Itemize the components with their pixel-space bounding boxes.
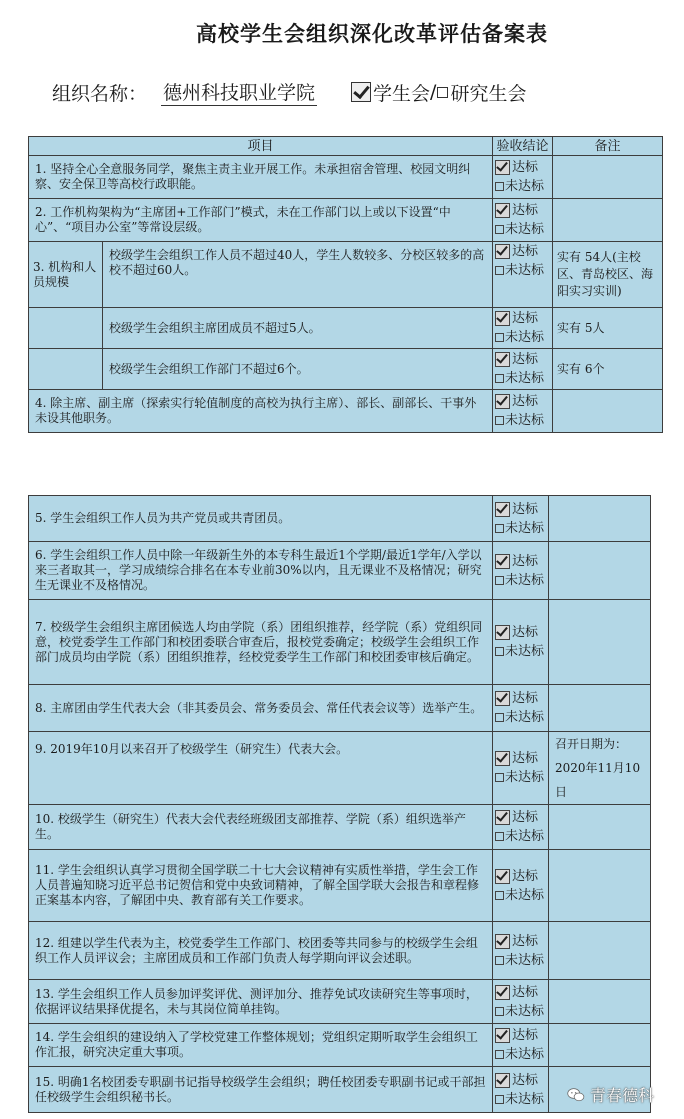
fail-label: 未达标 — [505, 572, 545, 588]
checked-box-icon[interactable] — [495, 311, 510, 326]
note-cell — [553, 390, 663, 433]
result-cell — [493, 980, 549, 1024]
header-item: 项目 — [29, 137, 493, 156]
unchecked-box-icon[interactable] — [495, 576, 504, 585]
note-cell — [549, 600, 651, 685]
unchecked-box-icon[interactable] — [495, 225, 504, 234]
fail-option[interactable] — [495, 951, 546, 970]
item-text: 7. 校级学生会组织主席团候选人均由学院（系）团组织推荐，经学院（系）党组织同意，校党委学生工作部门和校团委联合审查后，报校党委确定；校级学生会组织工作部门成员均由学院（系）团组织推荐，经校党委学生工作部门和校团委审核后确定。 — [29, 600, 493, 685]
result-cell — [493, 199, 553, 242]
form-title: 高校学生会组织深化改革评估备案表 — [196, 22, 548, 46]
table-row — [29, 242, 663, 308]
unchecked-box-icon[interactable] — [495, 891, 504, 900]
unchecked-box-icon[interactable] — [495, 832, 504, 841]
result-cell — [493, 242, 553, 308]
fail-label: 未达标 — [505, 222, 545, 237]
pass-label: 达标 — [512, 203, 539, 218]
pass-label: 达标 — [512, 625, 539, 640]
pass-option[interactable] — [495, 158, 550, 177]
item-text: 校级学生会组织工作部门不超过6个。 — [103, 349, 493, 390]
unchecked-box-icon[interactable] — [495, 956, 504, 965]
unchecked-box-icon[interactable] — [495, 416, 504, 425]
checked-box-icon[interactable] — [495, 625, 510, 640]
fail-option[interactable] — [495, 369, 550, 388]
checked-box-icon[interactable] — [495, 502, 510, 517]
fail-option[interactable] — [495, 827, 546, 846]
result-cell — [493, 600, 549, 685]
checked-box-icon[interactable] — [495, 751, 510, 766]
table-row — [29, 922, 651, 980]
checked-box-icon[interactable] — [495, 810, 510, 825]
note-cell — [549, 850, 651, 922]
fail-label: 未达标 — [505, 520, 545, 536]
note-cell: 实有 5人 — [553, 308, 663, 349]
table-row — [29, 308, 663, 349]
fail-label: 未达标 — [505, 887, 545, 903]
pass-label: 达标 — [512, 691, 539, 706]
pass-label: 达标 — [512, 1028, 539, 1043]
pass-label: 达标 — [512, 352, 539, 367]
fail-label: 未达标 — [505, 413, 545, 428]
result-cell — [493, 1024, 549, 1067]
item-text: 11. 学生会组织认真学习贯彻全国学联二十七大会议精神有实质性举措，学生会工作人员普遍知晓习近平总书记贺信和党中央致词精神，了解全国学联大会报告和章程修正案基本内容，了解团中央、教育部有关工作要求。 — [29, 850, 493, 922]
unchecked-box-icon[interactable] — [495, 713, 504, 722]
group-label: 3. 机构和人员规模 — [29, 242, 103, 308]
result-cell — [493, 1067, 549, 1113]
org-type-graduate-union: 研究生会 — [450, 82, 527, 105]
checked-box-icon[interactable] — [495, 1028, 510, 1043]
table-row — [29, 199, 663, 242]
pass-option[interactable] — [495, 808, 546, 827]
item-text: 校级学生会组织工作人员不超过40人，学生人数较多、分校区较多的高校不超过60人。 — [103, 242, 493, 308]
fail-option[interactable] — [495, 886, 546, 905]
empty-group-cell — [29, 349, 103, 390]
empty-group-cell — [29, 308, 103, 349]
pass-label: 达标 — [512, 553, 539, 569]
item-text: 2. 工作机构架构为“主席团+工作部门”模式，未在工作部门以上或以下设置“中心”、“项目办公室”等常设层级。 — [29, 199, 493, 242]
item-text: 6. 学生会组织工作人员中除一年级新生外的本专科生最近1个学期/最近1学年/入学以来三者取其一，学习成绩综合排名在本专业前30%以内，且无课业不及格情况；研究生无课业不及格情况。 — [29, 542, 493, 600]
checked-box-icon[interactable] — [495, 985, 510, 1000]
fail-label: 未达标 — [505, 952, 545, 968]
checked-box-icon[interactable] — [351, 82, 371, 102]
unchecked-box-icon[interactable] — [495, 1050, 504, 1059]
table-row — [29, 156, 663, 199]
fail-option[interactable] — [495, 768, 546, 787]
checked-box-icon[interactable] — [495, 244, 510, 259]
fail-label: 未达标 — [505, 263, 545, 278]
pass-option[interactable] — [495, 983, 546, 1002]
fail-option[interactable] — [495, 1002, 546, 1021]
fail-option[interactable] — [495, 708, 546, 727]
watermark-text: 青春德科 — [590, 1086, 655, 1105]
pass-option[interactable] — [495, 500, 546, 519]
fail-option[interactable] — [495, 261, 550, 280]
table-row — [29, 1067, 651, 1113]
item-text: 15. 明确1名校团委专职副书记指导校级学生会组织；聘任校团委专职副书记或干部担任校级学生会组织秘书长。 — [29, 1067, 493, 1113]
unchecked-box-icon[interactable] — [495, 1007, 504, 1016]
pass-label: 达标 — [512, 810, 539, 825]
pass-option[interactable] — [495, 749, 546, 768]
fail-option[interactable] — [495, 642, 546, 661]
note-cell — [553, 156, 663, 199]
item-text: 9. 2019年10月以来召开了校级学生（研究生）代表大会。 — [29, 732, 493, 805]
checked-box-icon[interactable] — [495, 203, 510, 218]
unchecked-box-icon[interactable] — [495, 1095, 504, 1104]
table-row — [29, 600, 651, 685]
table-row — [29, 850, 651, 922]
pass-label: 达标 — [512, 933, 539, 949]
unchecked-box-icon[interactable] — [495, 524, 504, 533]
item-text: 4. 除主席、副主席（探索实行轮值制度的高校为执行主席）、部长、副部长、干事外未设其他职务。 — [29, 390, 493, 433]
checked-box-icon[interactable] — [495, 1073, 510, 1088]
fail-label: 未达标 — [505, 330, 545, 345]
unchecked-box-icon[interactable] — [495, 773, 504, 782]
checked-box-icon[interactable] — [495, 352, 510, 367]
fail-label: 未达标 — [505, 770, 545, 785]
result-cell — [493, 542, 549, 600]
pass-option[interactable] — [495, 309, 550, 328]
fail-label: 未达标 — [505, 1003, 545, 1019]
note-cell — [549, 922, 651, 980]
pass-label: 达标 — [512, 868, 539, 884]
result-cell — [493, 156, 553, 199]
fail-option[interactable] — [495, 177, 550, 196]
note-cell: 召开日期为：2020年11月10日 — [549, 732, 651, 805]
wechat-icon — [567, 1087, 585, 1103]
checked-box-icon[interactable] — [495, 934, 510, 949]
fail-label: 未达标 — [505, 179, 545, 194]
pass-option[interactable] — [495, 1026, 546, 1045]
note-cell — [549, 496, 651, 542]
pass-option[interactable] — [495, 392, 550, 411]
note-cell — [549, 980, 651, 1024]
table-row — [29, 349, 663, 390]
pass-option[interactable] — [495, 350, 550, 369]
fail-option[interactable] — [495, 519, 546, 538]
pass-option[interactable] — [495, 689, 546, 708]
pass-option[interactable] — [495, 932, 546, 951]
unchecked-box-icon[interactable] — [437, 87, 448, 98]
org-type-student-union: 学生会 — [373, 82, 431, 105]
org-name-label: 组织名称： — [52, 82, 148, 105]
note-cell — [549, 805, 651, 850]
unchecked-box-icon[interactable] — [495, 374, 504, 383]
pass-label: 达标 — [512, 311, 539, 326]
item-text: 13. 学生会组织工作人员参加评奖评优、测评加分、推荐免试攻读研究生等事项时，依据评议结果择优提名，未与其岗位简单挂钩。 — [29, 980, 493, 1024]
pass-option[interactable] — [495, 242, 550, 261]
item-text: 8. 主席团由学生代表大会（非其委员会、常务委员会、常任代表会议等）选举产生。 — [29, 685, 493, 732]
org-type-separator: / — [430, 81, 437, 103]
header-result: 验收结论 — [493, 137, 553, 156]
fail-label: 未达标 — [505, 371, 545, 386]
table-row — [29, 685, 651, 732]
result-cell — [493, 685, 549, 732]
org-name-value: 德州科技职业学院 — [161, 78, 317, 106]
item-text: 5. 学生会组织工作人员为共产党员或共青团员。 — [29, 496, 493, 542]
note-cell: 实有 54人(主校区、青岛校区、海阳实习实训) — [553, 242, 663, 308]
pass-label: 达标 — [512, 160, 539, 175]
note-cell — [549, 542, 651, 600]
table-row — [29, 732, 651, 805]
item-text: 校级学生会组织主席团成员不超过5人。 — [103, 308, 493, 349]
item-text: 10. 校级学生（研究生）代表大会代表经班级团支部推荐、学院（系）组织选举产生。 — [29, 805, 493, 850]
result-cell — [493, 850, 549, 922]
pass-label: 达标 — [512, 394, 539, 409]
table-header-row — [29, 137, 663, 156]
pass-label: 达标 — [512, 244, 539, 259]
table-row — [29, 390, 663, 433]
item-text: 14. 学生会组织的建设纳入了学校党建工作整体规划；党组织定期听取学生会组织工作汇报，研究决定重大事项。 — [29, 1024, 493, 1067]
note-cell — [549, 685, 651, 732]
checked-box-icon[interactable] — [495, 691, 510, 706]
table-row — [29, 1024, 651, 1067]
fail-option[interactable] — [495, 1090, 546, 1109]
table-row — [29, 980, 651, 1024]
fail-label: 未达标 — [505, 644, 545, 659]
assessment-table-part1 — [28, 136, 663, 433]
pass-label: 达标 — [512, 751, 539, 766]
checked-box-icon[interactable] — [495, 394, 510, 409]
table-row — [29, 496, 651, 542]
pass-label: 达标 — [512, 1072, 539, 1088]
item-text: 1. 坚持全心全意服务同学，聚焦主责主业开展工作。未承担宿舍管理、校园文明纠察、安全保卫等高校行政职能。 — [29, 156, 493, 199]
fail-option[interactable] — [495, 328, 550, 347]
pass-option[interactable] — [495, 552, 546, 571]
note-cell — [553, 199, 663, 242]
result-cell — [493, 308, 553, 349]
pass-option[interactable] — [495, 623, 546, 642]
fail-option[interactable] — [495, 220, 550, 239]
unchecked-box-icon[interactable] — [495, 182, 504, 191]
checked-box-icon[interactable] — [495, 554, 510, 569]
note-cell — [549, 1024, 651, 1067]
assessment-table-part2 — [28, 495, 651, 1113]
fail-label: 未达标 — [505, 710, 545, 725]
pass-label: 达标 — [512, 501, 539, 517]
result-cell — [493, 496, 549, 542]
unchecked-box-icon[interactable] — [495, 266, 504, 275]
result-cell — [493, 390, 553, 433]
table-row — [29, 542, 651, 600]
note-cell: 实有 6个 — [553, 349, 663, 390]
fail-label: 未达标 — [505, 1091, 545, 1107]
item-text: 12. 组建以学生代表为主，校党委学生工作部门、校团委等共同参与的校级学生会组织工作人员评议会；主席团成员和工作部门负责人每学期向评议会述职。 — [29, 922, 493, 980]
pass-label: 达标 — [512, 984, 539, 1000]
unchecked-box-icon[interactable] — [495, 333, 504, 342]
fail-option[interactable] — [495, 571, 546, 590]
checked-box-icon[interactable] — [495, 869, 510, 884]
fail-option[interactable] — [495, 411, 550, 430]
pass-option[interactable] — [495, 867, 546, 886]
fail-label: 未达标 — [505, 829, 545, 844]
fail-label: 未达标 — [505, 1047, 545, 1062]
table-row — [29, 805, 651, 850]
wechat-watermark — [567, 1083, 654, 1106]
fail-option[interactable] — [495, 1045, 546, 1064]
result-cell — [493, 805, 549, 850]
header-note: 备注 — [553, 137, 663, 156]
pass-option[interactable] — [495, 1071, 546, 1090]
result-cell — [493, 732, 549, 805]
result-cell — [493, 922, 549, 980]
result-cell — [493, 349, 553, 390]
checked-box-icon[interactable] — [495, 160, 510, 175]
pass-option[interactable] — [495, 201, 550, 220]
unchecked-box-icon[interactable] — [495, 647, 504, 656]
org-info-line — [52, 76, 526, 108]
